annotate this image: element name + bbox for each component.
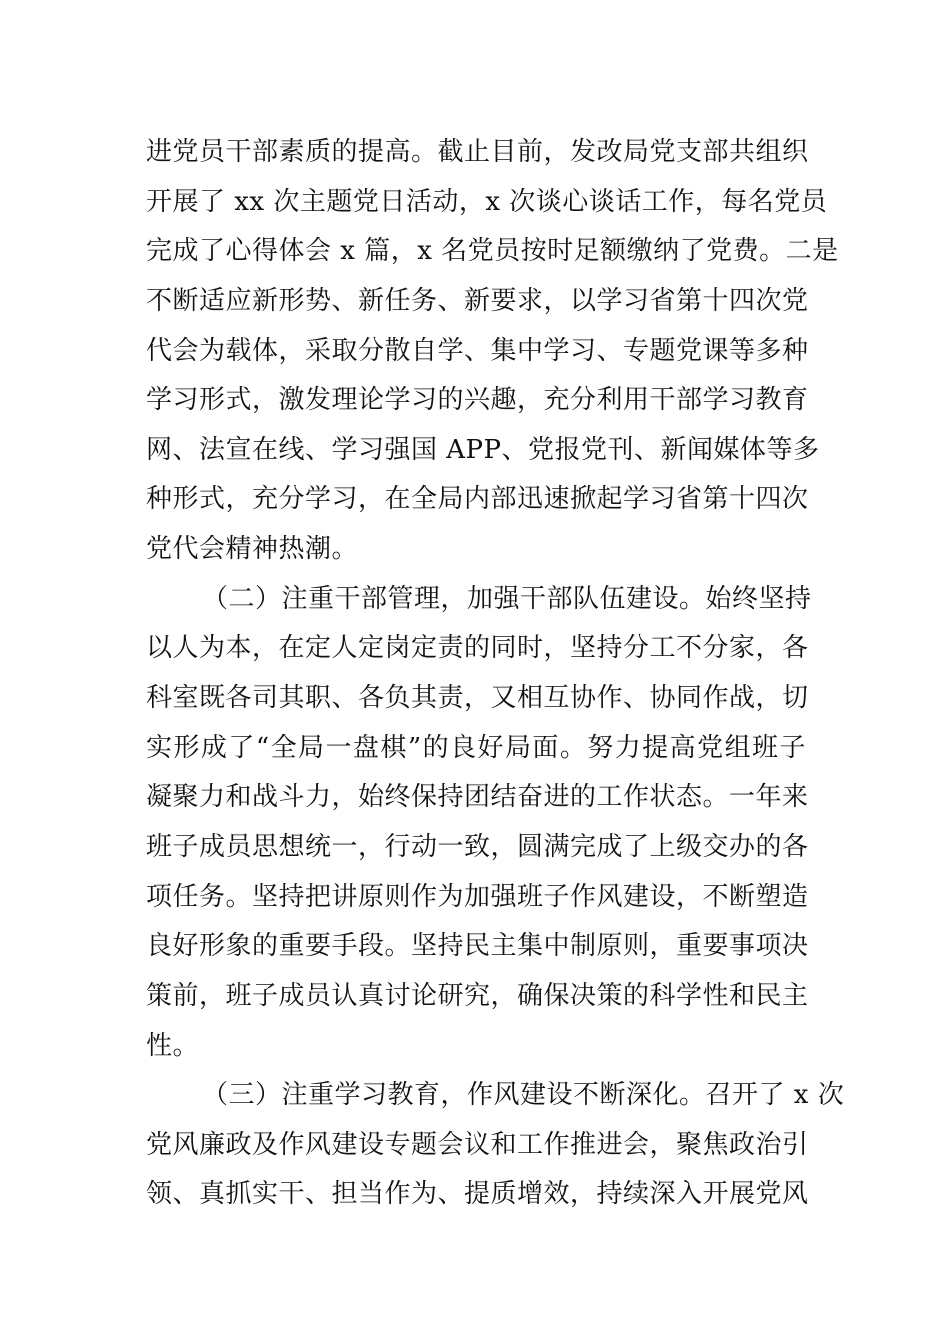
text-line: 科室既各司其职、各负其责，又相互协作、协同作战，切: [146, 683, 809, 714]
text-line: 网、法宣在线、学习强国 APP、党报党刊、新闻媒体等多: [146, 434, 820, 465]
text-line: 学习形式，激发理论学习的兴趣，充分利用干部学习教育: [146, 385, 809, 416]
text-line: 不断适应新形势、新任务、新要求，以学习省第十四次党: [146, 285, 809, 316]
text-line: 进党员干部素质的提高。截止目前，发改局党支部共组织: [146, 137, 809, 167]
text-line: （二）注重干部管理，加强干部队伍建设。始终坚持: [202, 583, 812, 614]
text-line: 凝聚力和战斗力，始终保持团结奋进的工作状态。一年来: [146, 782, 809, 813]
text-line: 完成了心得体会 x 篇，x 名党员按时足额缴纳了党费。二是: [146, 236, 839, 267]
paragraph-cadre-management: [146, 575, 812, 1071]
text-line: 开展了 xx 次主题党日活动，x 次谈心谈话工作，每名党员: [146, 186, 828, 217]
text-line: 策前，班子成员认真讨论研究，确保决策的科学性和民主: [146, 980, 809, 1011]
text-line: 班子成员思想统一，行动一致，圆满完成了上级交办的各: [146, 831, 809, 862]
text-line: 领、真抓实干、担当作为、提质增效，持续深入开展党风: [146, 1179, 809, 1210]
text-line: 党代会精神热潮。: [146, 534, 359, 565]
text-line: 良好形象的重要手段。坚持民主集中制原则，重要事项决: [146, 931, 809, 962]
paragraph-study-education: [146, 1071, 845, 1220]
text-line: 实形成了“全局一盘棋”的良好局面。努力提高党组班子: [146, 732, 806, 763]
paragraph-party-study: [146, 128, 839, 575]
text-line: 项任务。坚持把讲原则作为加强班子作风建设，不断塑造: [146, 881, 809, 912]
text-line: （三）注重学习教育，作风建设不断深化。召开了 x 次: [202, 1080, 845, 1111]
text-line: 性。: [146, 1030, 200, 1061]
text-line: 以人为本，在定人定岗定责的同时，坚持分工不分家，各: [146, 633, 809, 664]
body-text: [146, 128, 845, 1220]
text-line: 代会为载体，采取分散自学、集中学习、专题党课等多种: [146, 335, 809, 366]
text-line: 种形式，充分学习，在全局内部迅速掀起学习省第十四次: [146, 484, 809, 515]
text-line: 党风廉政及作风建设专题会议和工作推进会，聚焦政治引: [146, 1129, 809, 1160]
